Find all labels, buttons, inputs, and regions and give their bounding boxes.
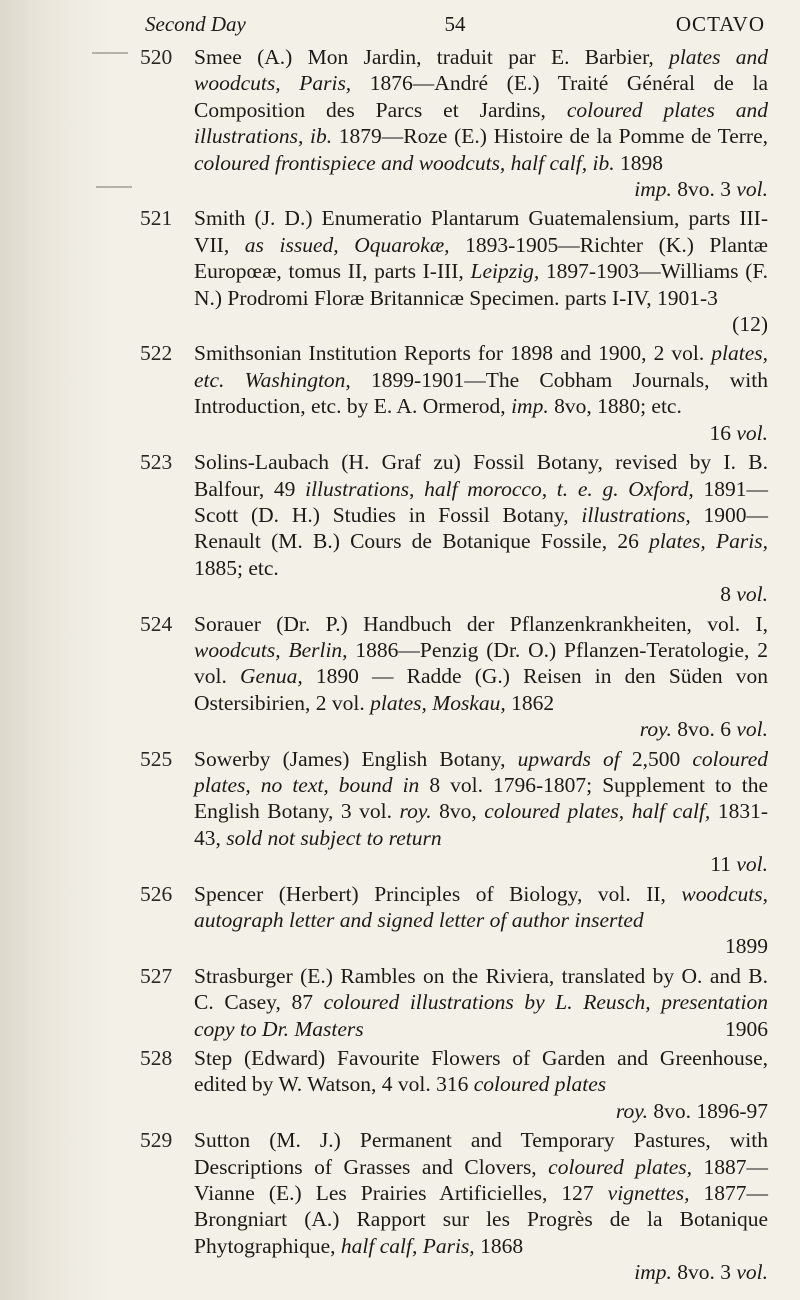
lot-description: Smee (A.) Mon Jardin, traduit par E. Barbier, plates and woodcuts, Paris, 1876—André (E.) Traité Général de la Composition des Parcs et Jardins, coloured plates and illustrations, ib. 1879—Roze (E.) Histoire de la Pomme de Terre, coloured frontispiece and woodcuts, half calf, ib. 1898 imp. 8vo. 3 vol. xyxy=(194,45,769,202)
lot-description: Smithsonian Institution Reports for 1898 and 1900, 2 vol. plates, etc. Washington, 1899-1901—The Cobham Journals, with Introduction, etc. by E. A. Ormerod, imp. 8vo, 1880; etc. 16 vol. xyxy=(194,341,768,445)
lot-description: Step (Edward) Favourite Flowers of Garden and Greenhouse, edited by W. Watson, 4 vol. 316 coloured plates roy. 8vo. 1896-97 xyxy=(194,1046,768,1123)
catalogue-entry xyxy=(140,205,768,337)
lot-number: 521 xyxy=(140,206,173,231)
page-number: 54 xyxy=(444,12,466,36)
lot-description: Solins-Laubach (H. Graf zu) Fossil Botany, revised by I. B. Balfour, 49 illustrations, half morocco, t. e. g. Oxford, 1891—Scott (D. H.) Studies in Fossil Botany, illustrations, 1900—Renault (M. B.) Cours de Botanique Fossile, 26 plates, Paris, 1885; etc. 8 vol. xyxy=(194,450,769,607)
lot-description: Sorauer (Dr. P.) Handbuch der Pflanzenkrankheiten, vol. I, woodcuts, Berlin, 1886—Penzig (Dr. O.) Pflanzen-Teratologie, 2 vol. Genua, 1890 — Radde (G.) Reisen in den Süden von Ostersibirien, 2 vol. plates, Moskau, 1862 roy. 8vo. 6 vol. xyxy=(194,611,768,742)
lot-number: 523 xyxy=(140,450,173,475)
lot-description: Sutton (M. J.) Permanent and Temporary Pastures, with Descriptions of Grasses and Clovers, coloured plates, 1887—Vianne (E.) Les Prairies Artificielles, 127 vignettes, 1877—Brongniart (A.) Rapport sur les Progrès de la Botanique Phytographique, half calf, Paris, 1868 imp. 8vo. 3 vol. xyxy=(194,1128,769,1285)
catalogue-entry xyxy=(140,746,768,878)
lot-number: 528 xyxy=(140,1046,173,1071)
catalogue-entry xyxy=(140,963,768,1042)
margin-tick-mark xyxy=(92,52,128,54)
lot-number: 527 xyxy=(140,963,173,988)
catalogue-entries xyxy=(140,44,768,1289)
lot-description: Spencer (Herbert) Principles of Biology, vol. II, woodcuts, autograph letter and signed letter of author inserted 1899 xyxy=(194,881,768,959)
page-header xyxy=(145,6,765,42)
lot-number: 524 xyxy=(140,611,173,636)
lot-description: Sowerby (James) English Botany, upwards of 2,500 coloured plates, no text, bound in 8 vol. 1796-1807; Supplement to the English Botany, 3 vol. roy. 8vo, coloured plates, half calf, 1831-43, sold not subject to return 11 vol. xyxy=(194,746,769,877)
lot-number: 529 xyxy=(140,1128,173,1153)
lot-description: Smith (J. D.) Enumeratio Plantarum Guatemalensium, parts III-VII, as issued, Oquarokæ, 1893-1905—Richter (K.) Plantæ Europœæ, tomus II, parts I-III, Leipzig, 1897-1903—Williams (F. N.) Prodromi Floræ Britannicæ Specimen. parts I-IV, 1901-3 (12) xyxy=(194,206,769,337)
lot-description: Strasburger (E.) Rambles on the Riviera, translated by O. and B. C. Casey, 87 coloured illustrations by L. Reusch, presentation copy to Dr. Masters 1906 xyxy=(194,963,768,1041)
running-head-title: Second Day xyxy=(145,12,246,36)
catalogue-entry xyxy=(140,881,768,960)
lot-number: 520 xyxy=(140,45,173,69)
lot-number: 525 xyxy=(140,746,173,771)
catalogue-entry xyxy=(140,449,768,607)
catalogue-entry xyxy=(140,44,768,202)
running-head-format: OCTAVO xyxy=(675,12,765,36)
catalogue-entry xyxy=(140,340,768,446)
catalogue-entry xyxy=(140,611,768,743)
lot-number: 522 xyxy=(140,341,173,366)
margin-tick-mark xyxy=(96,186,132,188)
lot-number: 526 xyxy=(140,881,173,906)
catalogue-entry xyxy=(140,1127,768,1285)
catalogue-entry xyxy=(140,1045,768,1124)
page-margin-shadow xyxy=(0,0,110,1300)
